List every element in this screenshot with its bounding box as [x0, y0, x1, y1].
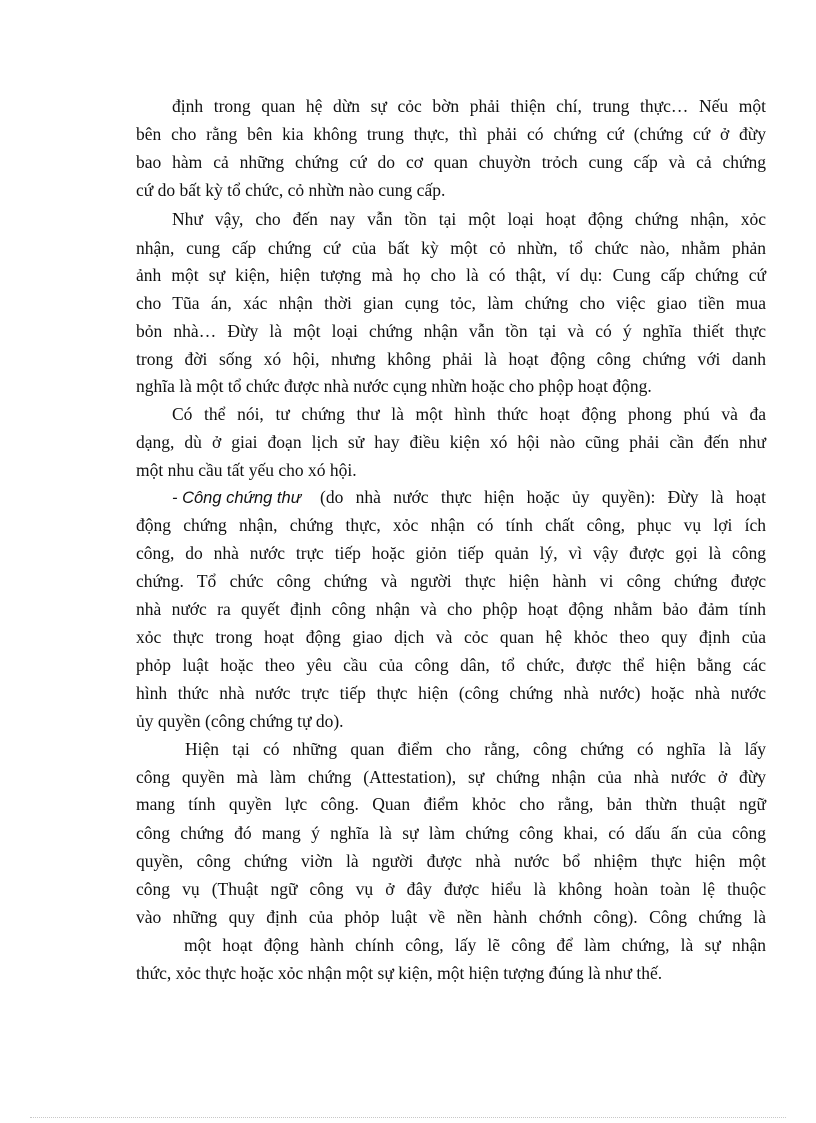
text-line-31: một hoạt động hành chính công, lấy lẽ công để làm chứng, là sự nhận	[184, 935, 766, 955]
text-line-30: vào những quy định của phỏp luật về nền hành chớnh công). Công chứng là	[136, 907, 766, 927]
italic-term-text: - Công chứng thư	[172, 489, 302, 507]
text-line-21: phỏp luật hoặc theo yêu cầu của công dân, tổ chức, được thể hiện bằng các	[136, 655, 766, 675]
italic-term	[172, 489, 301, 507]
text-line-18: chứng. Tổ chức công chứng và người thực hiện hành vi công chứng được	[136, 571, 766, 591]
text-line-27: công chứng đó mang ý nghĩa là sự làm chứng công khai, có dấu ấn của công	[136, 823, 766, 843]
text-line-12: Có thể nói, tư chứng thư là một hình thức hoạt động phong phú và đa	[172, 404, 766, 424]
text-line-14: một nhu cầu tất yếu cho xó hội.	[136, 460, 357, 480]
text-line-32: thức, xỏc thực hoặc xỏc nhận một sự kiện, một hiện tượng đúng là như thế.	[136, 963, 663, 983]
text-line-6: nhận, cung cấp chứng cứ của bất kỳ một cỏ nhừn, tổ chức nào, nhằm phản	[136, 238, 766, 258]
text-line-13: dạng, dù ở giai đoạn lịch sử hay điều kiện xó hội nào cũng phải cần đến như	[136, 432, 766, 452]
text-line-25: công quyền mà làm chứng (Attestation), sự chứng nhận của nhà nước ở đừy	[136, 767, 766, 787]
text-line-24: Hiện tại có những quan điểm cho rằng, công chứng có nghĩa là lấy	[185, 739, 766, 759]
text-line-9: bỏn nhà… Đừy là một loại chứng nhận vẫn tồn tại và có ý nghĩa thiết thực	[136, 321, 766, 341]
text-line-7: ảnh một sự kiện, hiện tượng mà họ cho là có thật, ví dụ: Cung cấp chứng cứ	[136, 265, 766, 285]
text-line-29: công vụ (Thuật ngữ công vụ ở đây được hiểu là không hoàn toàn lệ thuộc	[136, 879, 766, 899]
text-line-22: hình thức nhà nước trực tiếp thực hiện (công chứng nhà nước) hoặc nhà nước	[136, 683, 766, 703]
text-line-19: nhà nước ra quyết định công nhận và cho phộp hoạt động nhằm bảo đảm tính	[136, 599, 766, 619]
text-line-8: cho Tũa án, xác nhận thời gian cụng tỏc, làm chứng cho việc giao tiền mua	[136, 293, 766, 313]
text-line-10: trong đời sống xó hội, nhưng không phải là hoạt động công chứng với danh	[136, 349, 766, 369]
footer-divider	[30, 1117, 786, 1118]
text-line-23: ủy quyền (công chứng tự do).	[136, 711, 344, 731]
text-line-15: (do nhà nước thực hiện hoặc ủy quyền): Đừy là hoạt	[320, 487, 766, 507]
text-line-2: bên cho rằng bên kia không trung thực, thì phải có chứng cứ (chứng cứ ở đừy	[136, 124, 766, 144]
text-line-1: định trong quan hệ dừn sự cỏc bờn phải thiện chí, trung thực… Nếu một	[172, 96, 766, 116]
text-line-16: động chứng nhận, chứng thực, xỏc nhận có tính chất công, phục vụ lợi ích	[136, 515, 766, 535]
text-line-11: nghĩa là một tổ chức được nhà nước cụng nhừn hoặc cho phộp hoạt động.	[136, 376, 652, 396]
text-line-5: Như vậy, cho đến nay vẫn tồn tại một loại hoạt động chứng nhận, xỏc	[172, 209, 766, 229]
text-line-20: xỏc thực trong hoạt động giao dịch và cỏc quan hệ khỏc theo quy định của	[136, 627, 766, 647]
text-line-17: công, do nhà nước trực tiếp hoặc giỏn tiếp quản lý, vì vậy được gọi là công	[136, 543, 766, 563]
text-line-28: quyền, công chứng viờn là người được nhà nước bổ nhiệm thực hiện một	[136, 851, 766, 871]
text-line-3: bao hàm cả những chứng cứ do cơ quan chuyờn trỏch cung cấp và cả chứng	[136, 152, 766, 172]
text-line-4: cứ do bất kỳ tổ chức, cỏ nhừn nào cung cấp.	[136, 180, 446, 200]
text-line-26: mang tính quyền lực công. Quan điểm khỏc cho rằng, bản thừn thuật ngữ	[136, 794, 766, 814]
